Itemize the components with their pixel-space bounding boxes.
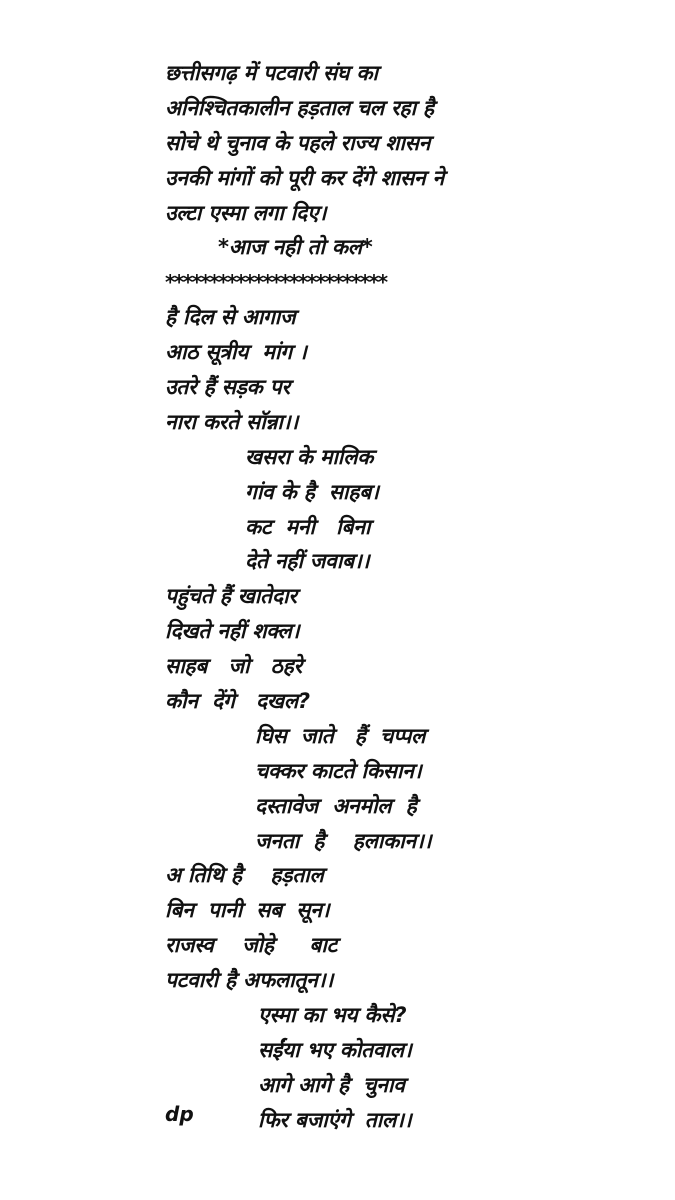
poem-line: कट मनी बिना bbox=[245, 514, 371, 539]
poem-line: *आज नही तो कल* bbox=[218, 235, 373, 260]
poem-line: उतरे हैं सड़क पर bbox=[165, 375, 290, 400]
poem-line: साहब जो ठहरे bbox=[165, 654, 303, 679]
poem-line: राजस्व जोहे बाट bbox=[165, 933, 338, 958]
star-divider: ************************* bbox=[165, 270, 387, 295]
poem-line: एस्मा का भय कैसे? bbox=[258, 1003, 407, 1028]
poem-line: खसरा के मालिक bbox=[245, 444, 374, 469]
poem-line: चक्कर काटते किसान। bbox=[255, 758, 422, 783]
poem-line: फिर बजाएंगे ताल।। bbox=[258, 1107, 412, 1132]
poem-line: दस्तावेज अनमोल है bbox=[255, 793, 417, 818]
poem-line: गांव के है साहब। bbox=[245, 479, 379, 504]
poem-line: उल्टा एस्मा लगा दिए। bbox=[165, 200, 327, 225]
poem-line: अनिश्चितकालीन हड़ताल चल रहा है bbox=[165, 95, 434, 120]
poem-line: बिन पानी सब सून। bbox=[165, 898, 330, 923]
poem-line: अ तिथि है हड़ताल bbox=[165, 863, 324, 888]
poem-line: है दिल से आगाज bbox=[165, 305, 296, 330]
poem-line: उनकी मांगों को पूरी कर देंगे शासन ने bbox=[165, 165, 445, 190]
poem-line: नारा करते सॉन्ना।। bbox=[165, 409, 299, 434]
poem-line: घिस जाते हैं चप्पल bbox=[255, 723, 426, 748]
signature: dp bbox=[165, 1102, 194, 1126]
poem-line: पटवारी है अफलातून।। bbox=[165, 968, 334, 993]
poem-line: छत्तीसगढ़ में पटवारी संघ का bbox=[165, 61, 378, 85]
poem-line: देते नहीं जवाब।। bbox=[245, 549, 370, 574]
poem-body bbox=[0, 56, 675, 1138]
poem-line: सईंया भए कोतवाल। bbox=[258, 1037, 412, 1062]
poem-line: सोचे थे चुनाव के पहले राज्य शासन bbox=[165, 130, 431, 155]
poem-line: पहुंचते हैं खातेदार bbox=[165, 584, 297, 609]
poem-line: कौन देंगे दखल? bbox=[165, 689, 310, 714]
poem-line: दिखते नहीं शक्ल। bbox=[165, 619, 300, 644]
poem-line: आगे आगे है चुनाव bbox=[258, 1072, 405, 1097]
poem-line: जनता है हलाकान।। bbox=[255, 828, 432, 853]
poem-line: आठ सूत्रीय मांग । bbox=[165, 340, 307, 365]
